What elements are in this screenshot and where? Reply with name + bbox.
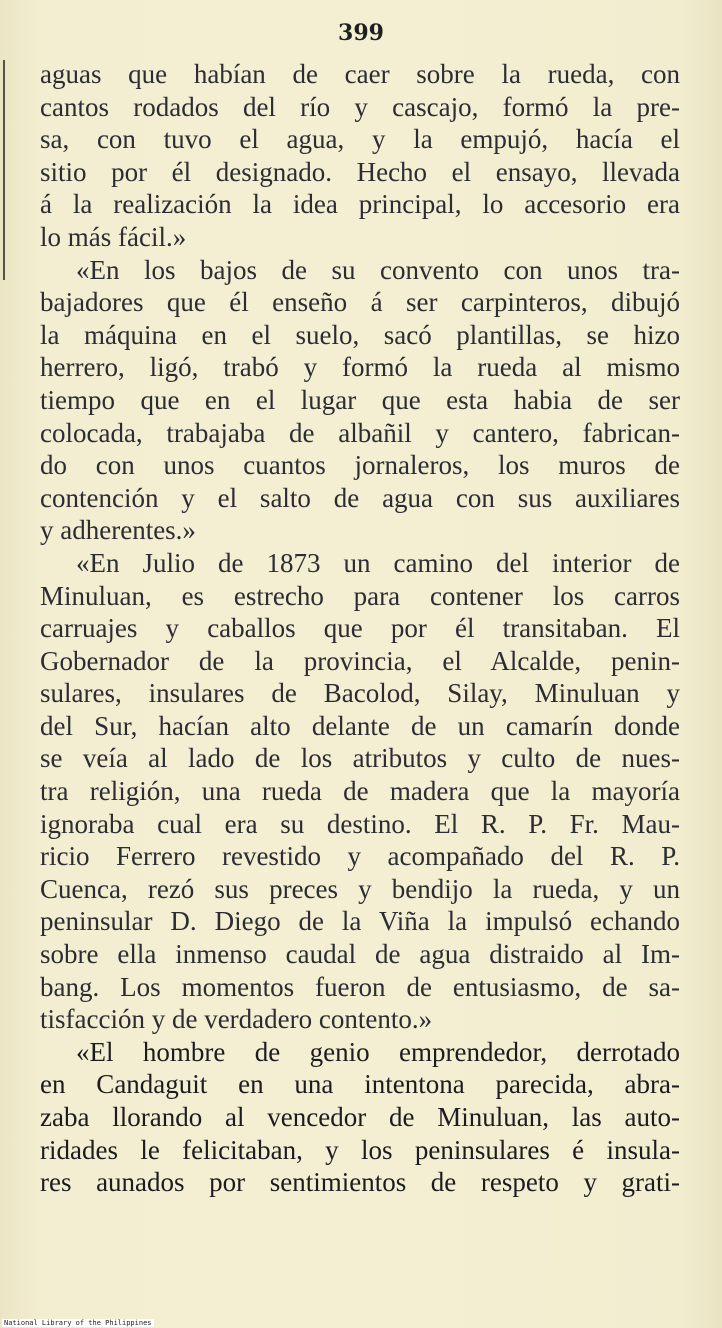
text-line: tra religión, una rueda de madera que la mayoría <box>40 776 680 807</box>
text-line: sitio por él designado. Hecho el ensayo, llevada <box>40 156 680 187</box>
text-line: «El hombre de genio emprendedor, derrotado <box>76 1036 680 1067</box>
text-line: la máquina en el suelo, sacó plantillas, se hizo <box>40 319 680 350</box>
text-line: Gobernador de la provincia, el Alcalde, penin- <box>40 645 680 676</box>
text-line: bang. Los momentos fueron de entusiasmo, de sa- <box>40 971 680 1002</box>
text-line: ricio Ferrero revestido y acompañado del R. P. <box>40 841 680 872</box>
body-text <box>40 58 680 1199</box>
text-line: en Candaguit en una intentona parecida, abra- <box>40 1069 680 1100</box>
text-line: carruajes y caballos que por él transitaban. El <box>40 613 680 644</box>
text-line: ignoraba cual era su destino. El R. P. Fr. Mau- <box>40 808 680 839</box>
text-line: sulares, insulares de Bacolod, Silay, Minuluan y <box>40 678 680 709</box>
text-line: cantos rodados del río y cascajo, formó la pre- <box>40 91 680 122</box>
text-line: «En Julio de 1873 un camino del interior de <box>76 547 680 578</box>
text-line: se veía al lado de los atributos y culto de nues- <box>40 743 680 774</box>
text-line: zaba llorando al vencedor de Minuluan, las auto- <box>40 1102 680 1132</box>
page-number: 399 <box>338 20 384 46</box>
text-line: sobre ella inmenso caudal de agua distraido al Im- <box>40 939 680 970</box>
text-line: y adherentes.» <box>40 515 196 546</box>
text-line: peninsular D. Diego de la Viña la impulsó echando <box>40 906 680 937</box>
text-line: Cuenca, rezó sus preces y bendijo la rueda, y un <box>40 873 680 904</box>
text-line: Minuluan, es estrecho para contener los carros <box>40 580 680 611</box>
text-line: do con unos cuantos jornaleros, los muros de <box>40 450 680 481</box>
text-line: contención y el salto de agua con sus auxiliares <box>40 482 680 513</box>
text-line: á la realización la idea principal, lo accesorio era <box>40 189 680 220</box>
text-line: herrero, ligó, trabó y formó la rueda al mismo <box>40 352 680 383</box>
text-line: tiempo que en el lugar que esta habia de ser <box>40 384 680 415</box>
text-line: res aunados por sentimientos de respeto y grati- <box>40 1167 680 1198</box>
text-line: aguas que habían de caer sobre la rueda, con <box>40 59 680 89</box>
text-line: tisfacción y de verdadero contento.» <box>40 1004 433 1035</box>
text-line: ridades le felicitaban, y los peninsulares é insula- <box>40 1134 680 1165</box>
margin-rule <box>3 60 5 280</box>
text-line: bajadores que él enseño á ser carpinteros, dibujó <box>40 287 680 318</box>
text-line: colocada, trabajaba de albañil y cantero, fabrican- <box>40 417 680 448</box>
library-footer: National Library of the Philippines <box>4 1319 152 1327</box>
text-line: «En los bajos de su convento con unos tra- <box>76 254 680 285</box>
text-line: lo más fácil.» <box>40 221 187 252</box>
text-line: del Sur, hacían alto delante de un camarín donde <box>40 710 680 741</box>
text-line: sa, con tuvo el agua, y la empujó, hacía el <box>40 124 680 155</box>
